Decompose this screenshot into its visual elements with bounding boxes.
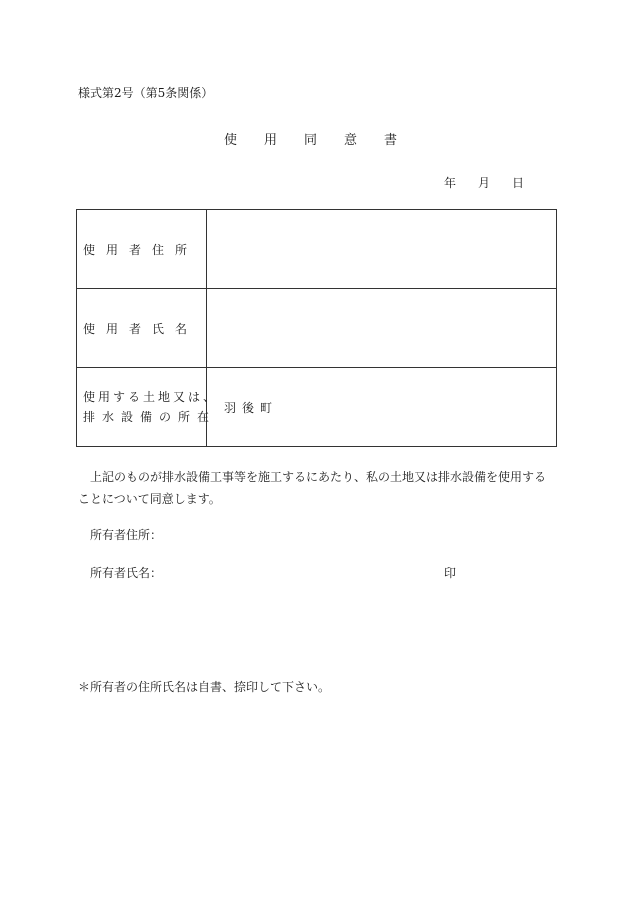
owner-address-label: 所有者住所： bbox=[90, 528, 163, 542]
user-address-label-cell bbox=[77, 210, 207, 289]
table-row-user-address bbox=[77, 210, 557, 289]
consent-form-table bbox=[76, 209, 557, 447]
consent-statement: 上記のものが排水設備工事等を施工するにあたり、私の土地又は排水設備を使用することについて同意します。 bbox=[78, 470, 547, 506]
location-label-cell bbox=[77, 368, 219, 447]
user-name-label-cell bbox=[77, 289, 207, 368]
document-title: 使用同意書 bbox=[224, 133, 425, 148]
owner-name-label: 所有者氏名： bbox=[90, 566, 163, 580]
location-label-line1: 使用する土地又は、 bbox=[83, 390, 219, 404]
form-code: 様式第2号（第5条関係） bbox=[78, 86, 214, 100]
user-name-value bbox=[207, 321, 224, 335]
user-name-label: 使用者氏名 bbox=[83, 321, 199, 336]
instruction-note: ＊所有者の住所氏名は自書、捺印して下さい。 bbox=[78, 680, 331, 694]
location-value: 羽後町 bbox=[224, 400, 279, 415]
date-line bbox=[444, 174, 524, 191]
year-label: 年 bbox=[444, 176, 457, 190]
table-row-user-name bbox=[77, 289, 557, 368]
user-name-field[interactable] bbox=[207, 289, 557, 368]
table-row-location bbox=[77, 368, 557, 447]
user-address-field[interactable] bbox=[207, 210, 557, 289]
location-field[interactable] bbox=[207, 368, 557, 447]
seal-label: 印 bbox=[444, 566, 457, 580]
user-address-value bbox=[207, 242, 224, 256]
user-address-label: 使用者住所 bbox=[83, 242, 199, 257]
month-label: 月 bbox=[478, 176, 491, 190]
day-label: 日 bbox=[512, 176, 525, 190]
location-label-line2: 排水設備の所在 bbox=[83, 410, 217, 424]
